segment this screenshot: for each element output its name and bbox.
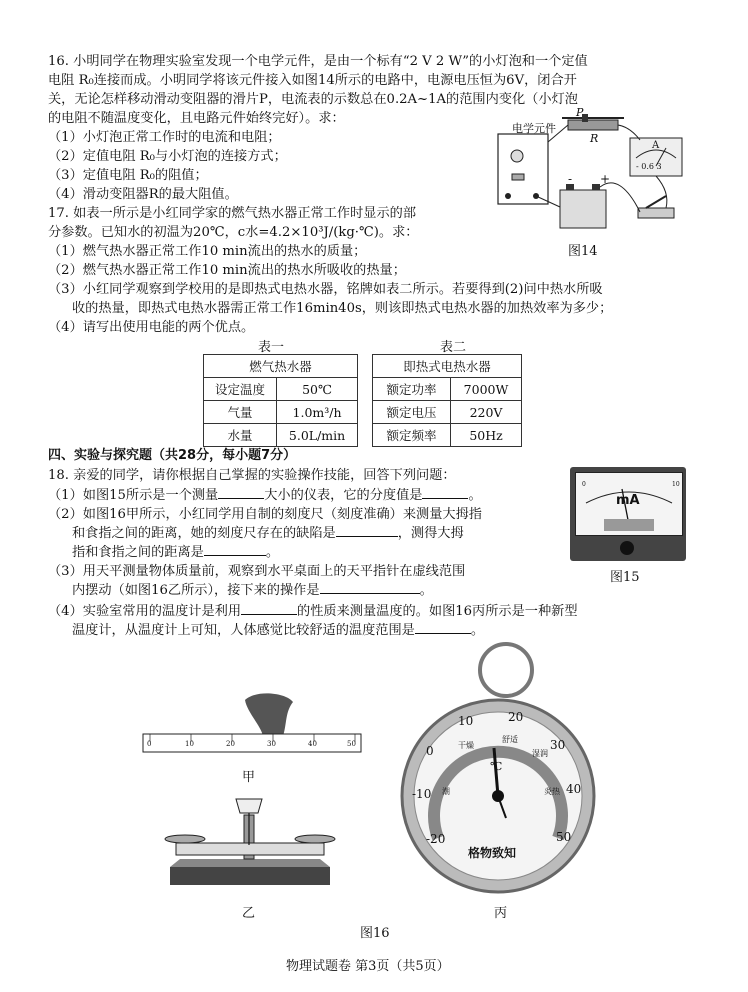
tick-label: 10 [672, 481, 680, 488]
table-cell: 额定频率 [373, 424, 451, 447]
q18-part-2-line-3 [72, 543, 279, 562]
answer-blank[interactable] [415, 621, 471, 634]
q16-line-2: 电阻 R₀连接而成。小明同学将该元件接入如图14所示的电路中，电源电压恒为6V，闭合开 [48, 73, 577, 88]
table-cell: 50Hz [451, 424, 522, 447]
q17-part-1: （1）燃气热水器正常工作10 min流出的热水的质量； [48, 244, 367, 259]
table-cell: 220V [451, 401, 522, 424]
table-cell: 额定功率 [373, 378, 451, 401]
scale-label: 10 [458, 714, 474, 728]
q17-line-2: 分参数。已知水的初温为20℃，c水=4.2×10³J/(kg·℃)。求： [48, 225, 419, 240]
scale-label: 20 [508, 710, 524, 724]
q17-part-3: （3）小红同学观察到学校用的是即热式电热水器，铭牌如表二所示。若要得到(2)问中热水所吸 [48, 282, 603, 297]
answer-blank[interactable] [241, 602, 297, 615]
q18-part-2-line-1: （2）如图16甲所示，小红同学用自制的刻度尺（刻度准确）来测量大拇指 [48, 507, 482, 522]
arc-label: 潮 [442, 787, 450, 796]
table-1 [203, 354, 358, 447]
scale-label: 50 [556, 830, 572, 844]
q17-part-3-cont: 收的热量，即热式电热水器需正常工作16min40s，则该即热式电热水器的加热效率为多少； [72, 301, 613, 316]
q16-part-3: （3）定值电阻 R₀的阻值； [48, 168, 208, 183]
figure-15-caption: 图15 [610, 570, 640, 585]
q16-line-3: 关，无论怎样移动滑动变阻器的滑片P，电流表的示数总在0.2A~1A的范围内变化（小灯泡 [48, 92, 578, 107]
meter-knob [620, 541, 634, 555]
section-4-title: 四、实验与探究题（共28分，每小题7分） [48, 448, 297, 463]
figure-16-caption: 图16 [360, 926, 390, 941]
ammeter-a-label: A [652, 140, 660, 151]
q18-text: 。 [470, 623, 485, 638]
q18-text: 内摆动（如图16乙所示），接下来的操作是 [72, 583, 320, 598]
balance-drawing [160, 795, 340, 900]
figure-16-jia-label: 甲 [242, 770, 256, 785]
table-row [204, 401, 358, 424]
table-2-caption: 表二 [440, 340, 467, 355]
table-row [373, 401, 522, 424]
q18-intro: 18. 亲爱的同学，请你根据自己掌握的实验操作技能，回答下列问题： [48, 468, 456, 483]
figure-16-yi-label: 乙 [242, 906, 256, 921]
table-cell: 7000W [451, 378, 522, 401]
table-2-header: 即热式电热水器 [373, 355, 522, 378]
tick-label: 0 [582, 481, 586, 488]
scale-label: 30 [550, 738, 566, 752]
table-row [373, 424, 522, 447]
table-cell: 1.0m³/h [277, 401, 358, 424]
table-row [373, 378, 522, 401]
figure-15-milliammeter [570, 467, 686, 561]
q16-line-1: 16. 小明同学在物理实验室发现一个电学元件，是由一个标有“2 V 2 W”的小灯泡和一个定值 [48, 54, 588, 69]
q18-part-4-line-1 [48, 602, 578, 621]
figure-14-circuit [490, 106, 695, 237]
q18-text: 指和食指之间的距离是 [72, 545, 204, 560]
table-2 [372, 354, 522, 447]
answer-blank[interactable] [336, 524, 398, 537]
q16-part-2: （2）定值电阻 R₀与小灯泡的连接方式； [48, 149, 287, 164]
scale-label: -10 [412, 787, 432, 801]
thermometer-brand: 格物致知 [468, 846, 517, 860]
page-footer: 物理试题卷 第3页（共5页） [286, 959, 450, 974]
meter-unit-label: mA [616, 493, 640, 508]
ruler-label: 50 [347, 740, 356, 748]
q18-part-1 [48, 486, 482, 505]
q16-part-1: （1）小灯泡正常工作时的电流和电阻； [48, 130, 281, 145]
table-1-header: 燃气热水器 [204, 355, 358, 378]
table-cell: 气量 [204, 401, 277, 424]
q18-text: 。 [265, 545, 280, 560]
q18-text: 和食指之间的距离，她的刻度尺存在的缺陷是 [72, 526, 336, 541]
q18-part-4-line-2 [72, 621, 484, 640]
q18-part-3-line-2 [72, 581, 433, 600]
figure-16-yi-balance [160, 795, 340, 900]
scale-label: 40 [566, 782, 582, 796]
q18-text: 。 [419, 583, 433, 598]
table-cell: 设定温度 [204, 378, 277, 401]
arc-label: 干燥 [458, 741, 474, 750]
figure-16-bing-label: 丙 [494, 906, 508, 921]
q18-text: 。 [468, 488, 482, 503]
q16-line-4: 的电阻不随温度变化，且电路元件始终完好）。求： [48, 111, 345, 126]
answer-blank[interactable] [218, 486, 264, 499]
scale-label: 0 [426, 744, 434, 758]
arc-label: 舒适 [502, 735, 518, 744]
ruler-label: 40 [308, 740, 317, 748]
q17-part-4: （4）请写出使用电能的两个优点。 [48, 320, 255, 335]
slider-p-label: P [576, 106, 584, 119]
scale-label: -20 [426, 832, 446, 846]
table-cell: 50℃ [277, 378, 358, 401]
figure-14-caption: 图14 [568, 244, 598, 259]
q18-part-3-line-1: （3）用天平测量物体质量前，观察到水平桌面上的天平指针在虚线范围 [48, 564, 466, 579]
ruler-label: 30 [267, 740, 276, 748]
table-1-caption: 表一 [258, 340, 285, 355]
element-label: 电学元件 [512, 122, 556, 135]
q18-part-2-line-2 [72, 524, 464, 543]
meter-face [575, 472, 683, 536]
ruler-label: 10 [185, 740, 194, 748]
battery-minus-label: - [568, 172, 573, 186]
answer-blank[interactable] [204, 543, 266, 556]
rheostat-r-label: R [590, 132, 599, 145]
figure-16-bing-thermometer [398, 640, 598, 902]
table-row [204, 378, 358, 401]
thermometer-unit: ℃ [490, 760, 503, 773]
q18-text: （4）实验室常用的温度计是利用 [48, 604, 242, 619]
figure-16-jia-ruler [135, 690, 365, 760]
q16-part-4: （4）滑动变阻器R的最大阻值。 [48, 187, 238, 202]
answer-blank[interactable] [320, 581, 420, 594]
q17-part-2: （2）燃气热水器正常工作10 min流出的热水所吸收的热量； [48, 263, 406, 278]
q18-text: ，测得大拇 [397, 526, 464, 541]
arc-label: 炎热 [544, 787, 560, 796]
q17-line-1: 17. 如表一所示是小红同学家的燃气热水器正常工作时显示的部 [48, 206, 417, 221]
table-row [204, 424, 358, 447]
answer-blank[interactable] [422, 486, 468, 499]
ruler-label: 0 [147, 740, 152, 748]
table-cell: 5.0L/min [277, 424, 358, 447]
table-cell: 水量 [204, 424, 277, 447]
battery-plus-label: + [600, 172, 611, 186]
ruler-drawing [135, 690, 365, 760]
ammeter-scale-label: - 0.6 3 [636, 162, 662, 171]
q18-text: （1）如图15所示是一个测量 [48, 488, 219, 503]
q18-text: 温度计，从温度计上可知，人体感觉比较舒适的温度范围是 [72, 623, 415, 638]
q18-text: 的性质来测量温度的。如图16丙所示是一种新型 [297, 604, 578, 619]
arc-label: 湿润 [532, 749, 548, 758]
ruler-label: 20 [226, 740, 235, 748]
q18-text: 大小的仪表，它的分度值是 [264, 488, 423, 503]
table-cell: 额定电压 [373, 401, 451, 424]
